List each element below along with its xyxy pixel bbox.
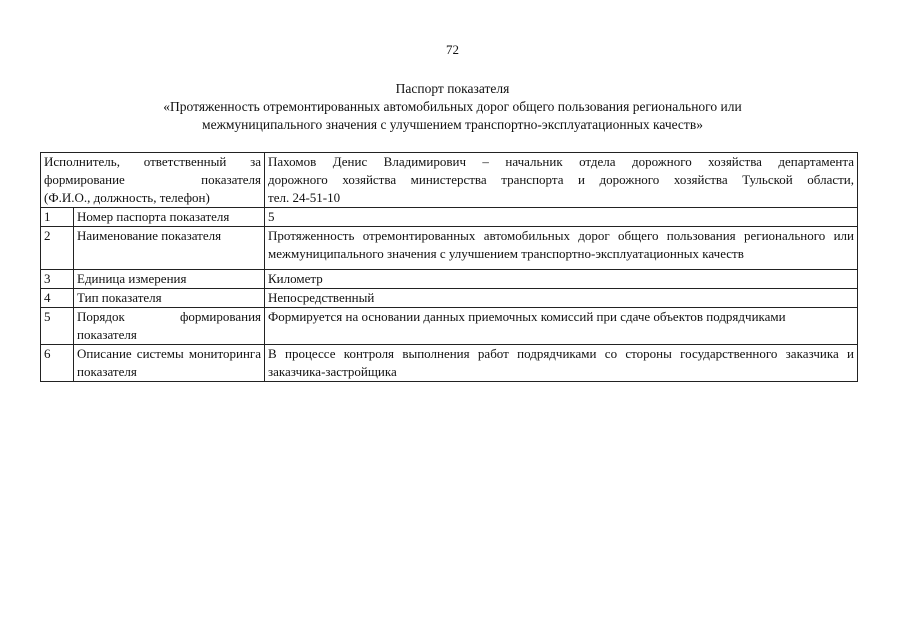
table-row xyxy=(41,208,858,227)
responsible-value-line-2: дорожного хозяйства министерства транспорта и дорожного хозяйства Тульской области, xyxy=(268,172,854,187)
row-label: Единица измерения xyxy=(74,270,265,289)
row-label: Описание системы мониторинга показателя xyxy=(74,345,265,382)
row-number: 5 xyxy=(41,308,74,345)
responsible-label-line-1: Исполнитель, ответственный за xyxy=(44,154,262,169)
row-number: 4 xyxy=(41,289,74,308)
title-line-3: межмуниципального значения с улучшением транспортно-эксплуатационных качеств» xyxy=(202,117,703,132)
row-value: Формируется на основании данных приемочных комиссий при сдаче объектов подрядчиками xyxy=(265,308,858,345)
responsible-label-cell xyxy=(41,153,265,208)
table-row xyxy=(41,345,858,382)
row-value: Километр xyxy=(265,270,858,289)
table-row xyxy=(41,227,858,270)
table-row xyxy=(41,289,858,308)
row-label: Тип показателя xyxy=(74,289,265,308)
responsible-value-cell xyxy=(265,153,858,208)
page-number: 72 xyxy=(446,42,459,57)
row-label: Номер паспорта показателя xyxy=(74,208,265,227)
table-row xyxy=(41,270,858,289)
indicator-passport-table xyxy=(40,152,858,382)
title-line-1: Паспорт показателя xyxy=(395,81,510,96)
table-row-responsible xyxy=(41,153,858,208)
row-number: 2 xyxy=(41,227,74,270)
row-number: 3 xyxy=(41,270,74,289)
document-title xyxy=(60,80,845,134)
row-label: Наименование показателя xyxy=(74,227,265,270)
title-line-2: «Протяженность отремонтированных автомобильных дорог общего пользования регионального или xyxy=(163,99,742,114)
row-value: Протяженность отремонтированных автомобильных дорог общего пользования регионального или межмуниципального значения с улучшением транспортно-эксплуатационных качеств xyxy=(265,227,858,270)
row-label: Порядок формирования показателя xyxy=(74,308,265,345)
responsible-label-line-2: формирование показателя xyxy=(44,172,262,187)
row-value: Непосредственный xyxy=(265,289,858,308)
responsible-value-line-3: тел. 24-51-10 xyxy=(268,190,341,205)
responsible-value-line-1: Пахомов Денис Владимирович – начальник отдела дорожного хозяйства департамента xyxy=(268,154,854,169)
table-row xyxy=(41,308,858,345)
responsible-label-line-3: (Ф.И.О., должность, телефон) xyxy=(44,190,210,205)
row-number: 1 xyxy=(41,208,74,227)
row-number: 6 xyxy=(41,345,74,382)
row-value: 5 xyxy=(265,208,858,227)
row-value: В процессе контроля выполнения работ подрядчиками со стороны государственного заказчика и заказчика-застройщика xyxy=(265,345,858,382)
